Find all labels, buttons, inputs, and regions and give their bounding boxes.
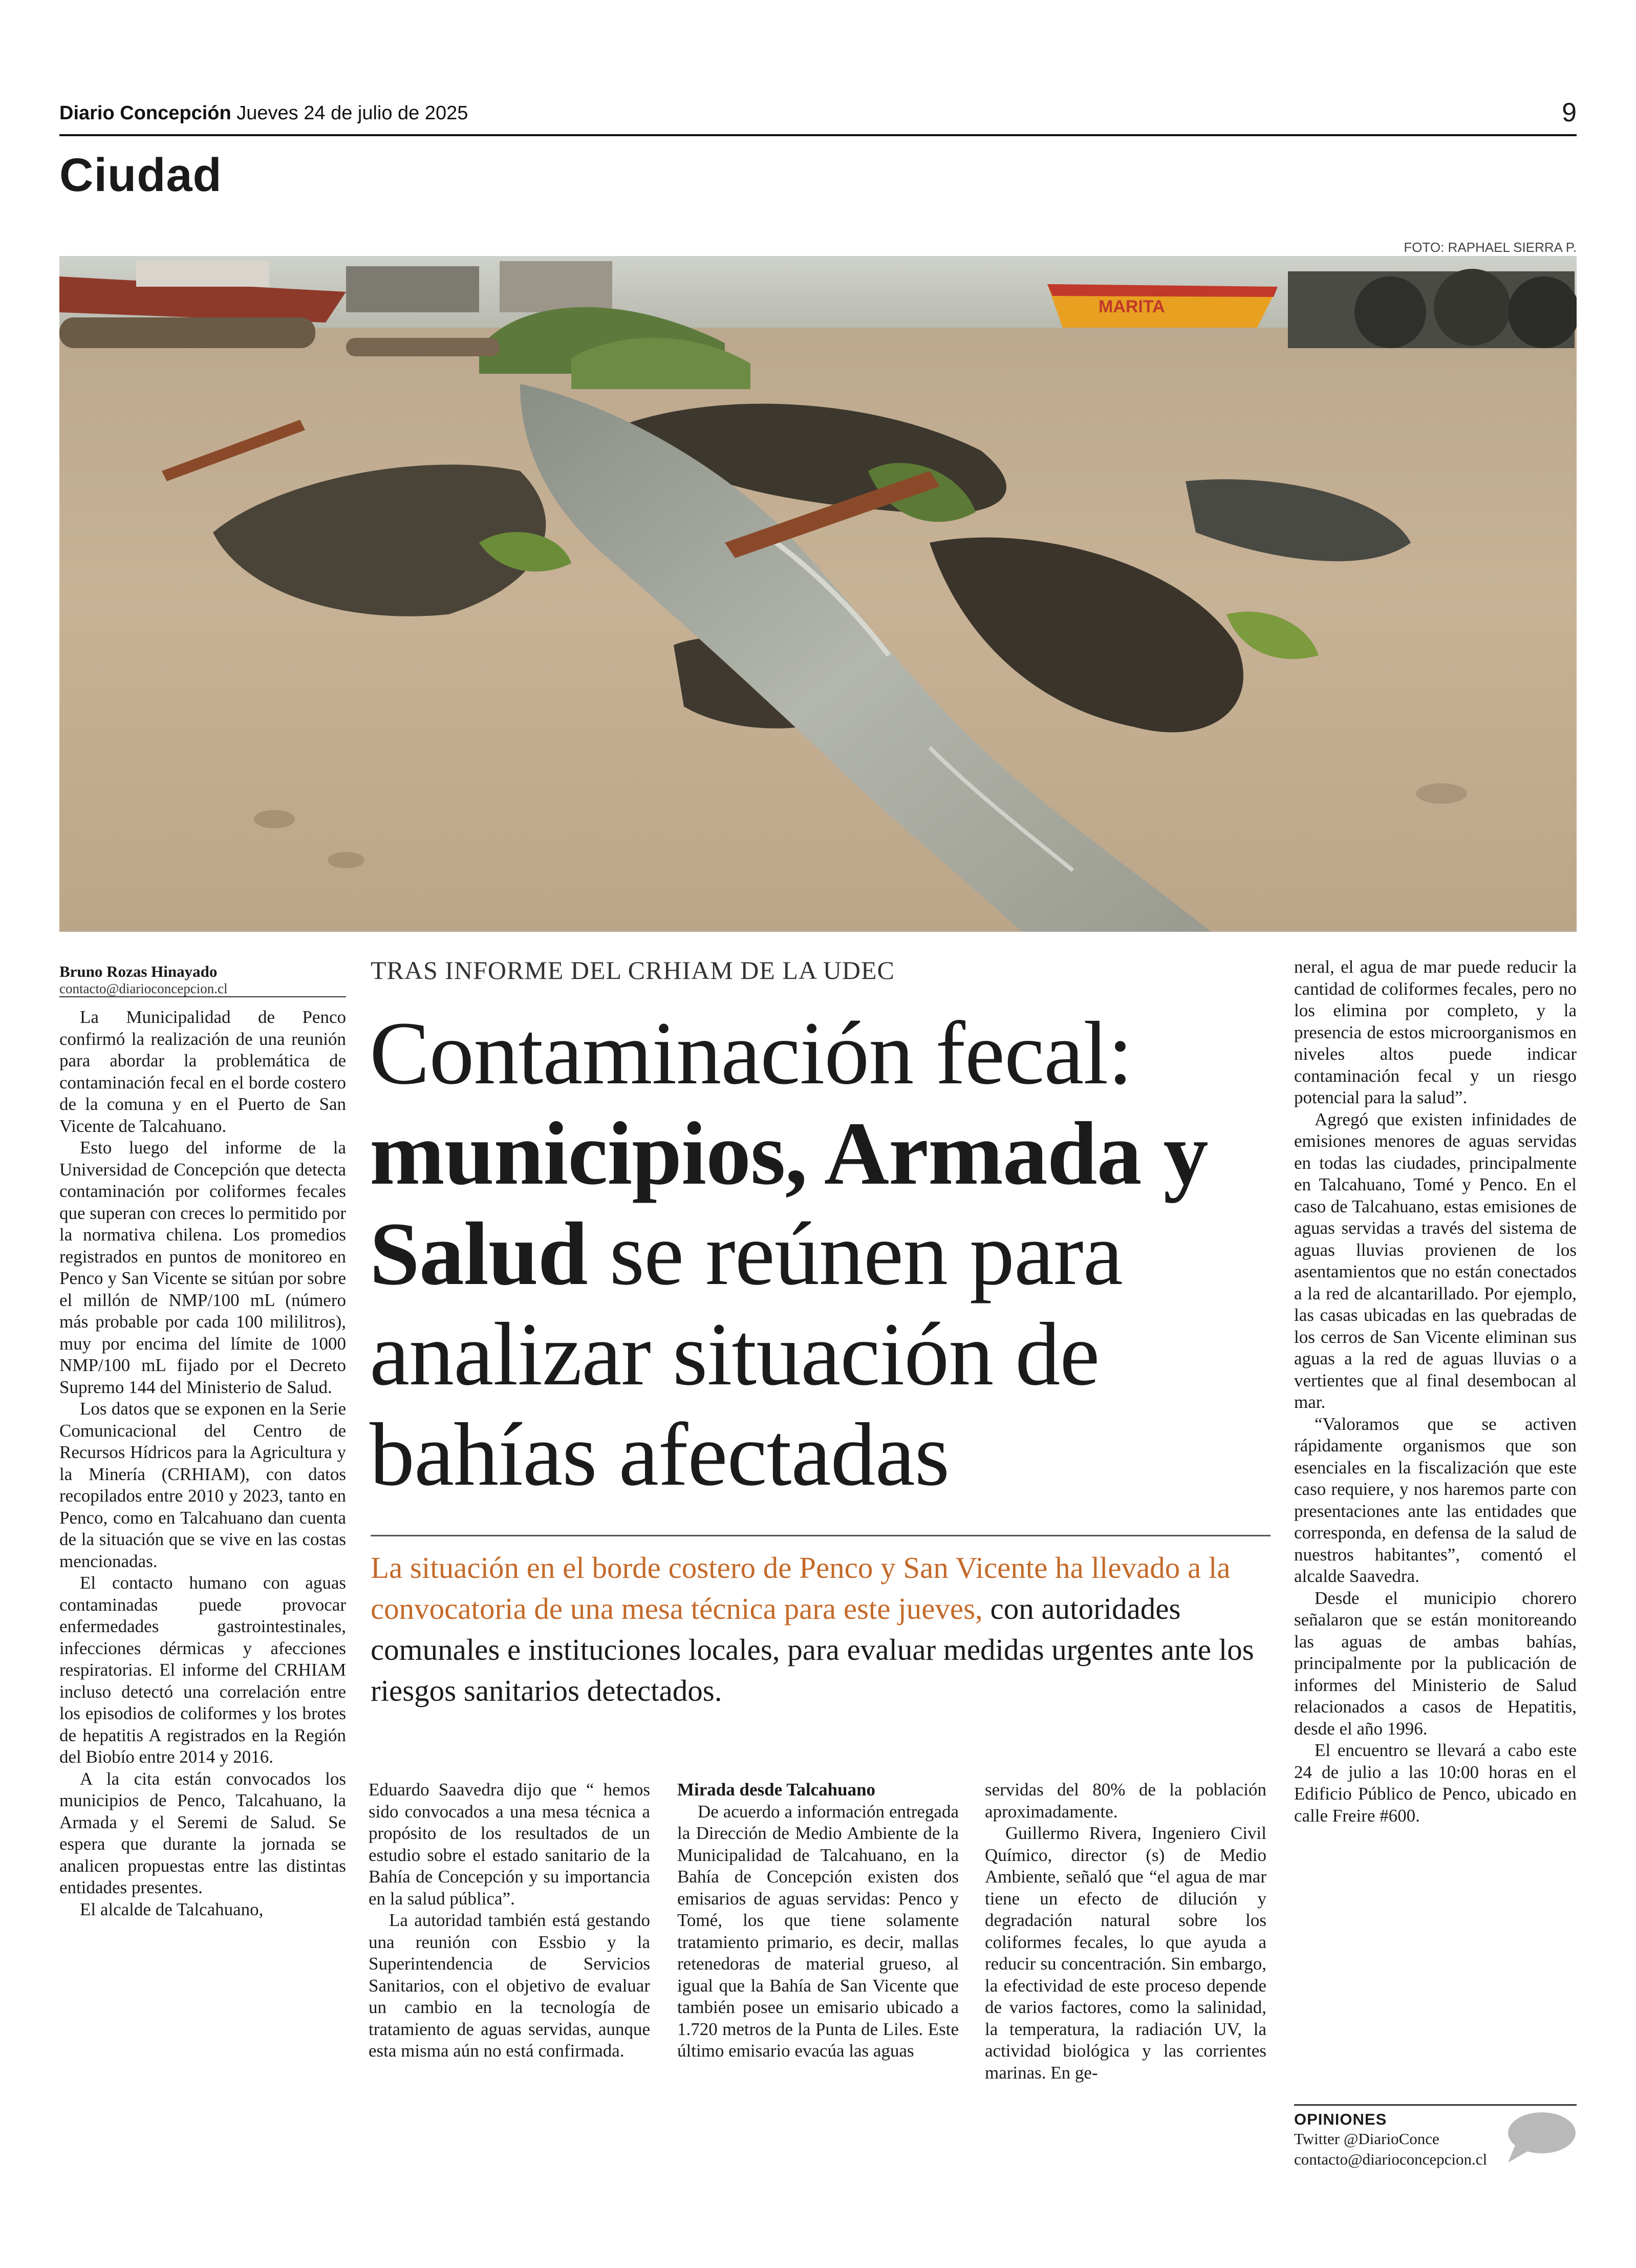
paragraph: neral, el agua de mar puede reducir la cantidad de coliformes fecales, pero no los elimina por completo, y la presencia de estos microorganismos en niveles altos puede indicar contaminación fecal y un riesgo potencial para la salud”. (1294, 957, 1577, 1107)
paragraph: El alcalde de Talcahuano, (80, 1899, 264, 1919)
article-column-1 (59, 1007, 346, 1920)
deck-rule (371, 1535, 1271, 1536)
paragraph: Desde el municipio chorero señalaron que se están monitoreando las aguas de ambas bahías, principalmente por la publicación de informes del Ministerio de Salud relacionados a casos de Hepatitis, desde el año 1996. (1294, 1588, 1577, 1739)
photo-credit: FOTO: RAPHAEL SIERRA P. (1404, 240, 1577, 255)
kicker: TRAS INFORME DEL CRHIAM DE LA UDEC (371, 956, 895, 985)
paragraph: El contacto humano con aguas contaminadas puede provocar enfermedades gastrointestinales, infecciones dérmicas y afecciones respiratorias. El informe del CRHIAM incluso detectó una correlación entre los episodios de coliformes y los brotes de hepatitis A registrados en la Región del Biobío entre 2014 y 2016. (59, 1573, 346, 1767)
deck-rest: con autoridades comunales e instituciones locales, para evaluar medidas urgentes ante los riesgos sanitarios detectados. (371, 1592, 1254, 1707)
paragraph: “Valoramos que se activen rápidamente organismos que son esenciales en la fiscalización que este caso requiere, y nos haremos parte con presentaciones ante las entidades que corresponda, en defensa de la salud de nuestros habitantes”, comentó el alcalde Saavedra. (1294, 1414, 1577, 1586)
deck-highlight: La situación en el borde costero de Penco y San Vicente ha llevado a la convocatoria de una mesa técnica para este jueves, (371, 1551, 1231, 1625)
lead-photo (59, 256, 1577, 932)
paragraph: servidas del 80% de la población aproximadamente. (985, 1780, 1266, 1822)
headline-part-1: Contaminación fecal: (370, 1003, 1133, 1103)
issue-date: Jueves 24 de julio de 2025 (236, 102, 468, 124)
header-rule (59, 134, 1577, 136)
article-column-6 (1294, 956, 1577, 1827)
section-title: Ciudad (59, 149, 222, 201)
article-column-5 (985, 1779, 1266, 2084)
speech-bubble-icon (1503, 2109, 1577, 2166)
paragraph: Eduardo Saavedra dijo que “ hemos sido convocados a una mesa técnica a propósito de los resultados de un estudio sobre el estado sanitario de la Bahía de Concepción y su importancia en la salud pública”. (369, 1780, 650, 1909)
opinions-email[interactable]: contacto@diarioconcepcion.cl (1294, 2150, 1488, 2168)
paragraph: El encuentro se llevará a cabo este 24 de julio a las 10:00 horas en el Edificio Público de Penco, ubicado en calle Freire #600. (1294, 1740, 1577, 1826)
author-email: contacto@diarioconcepcion.cl (59, 981, 228, 996)
opinions-twitter[interactable]: Twitter @DiarioConce (1294, 2130, 1439, 2148)
deck (371, 1547, 1271, 1711)
masthead (59, 102, 468, 124)
paragraph: A la cita están convocados los municipios de Penco, Talcahuano, la Armada y el Seremi de Salud. Se espera que durante la jornada se analicen propuestas entre las distintas entidades presentes. (59, 1768, 346, 1897)
headline (370, 1003, 1271, 1505)
opinions-rule (1294, 2104, 1577, 2106)
article-column-4 (677, 1779, 959, 2062)
byline-rule (59, 996, 346, 997)
headline-part-2: municipios, Armada y Salud (370, 1104, 1208, 1304)
paragraph: Los datos que se exponen en la Serie Comunicacional del Centro de Recursos Hídricos para la Agricultura y la Minería (CRHIAM), con datos recopilados entre 2010 y 2023, tanto en Penco, como en Talcahuano dan cuenta de la situación que se vive en las costas mencionadas. (59, 1399, 346, 1571)
paragraph: La Municipalidad de Penco confirmó la realización de una reunión para abordar la problemática de contaminación fecal en el borde costero de la comuna y en el Puerto de San Vicente de Talcahuano. (59, 1007, 346, 1136)
author-name: Bruno Rozas Hinayado (59, 962, 218, 980)
page-number: 9 (1562, 98, 1577, 127)
paragraph: Agregó que existen infinidades de emisiones menores de aguas servidas en todas las ciudades, principalmente en Talcahuano, Tomé y Penco. En el caso de Talcahuano, estas emisiones de aguas servidas a través del sistema de aguas lluvias provienen de los asentamientos que no están conectados a la red de alcantarillado. Por ejemplo, las casas ubicadas en las quebradas de los cerros de San Vicente eliminan sus aguas a la red de aguas lluvias o a vertientes que al final desembocan al mar. (1294, 1109, 1577, 1412)
paragraph: Esto luego del informe de la Universidad de Concepción que detecta contaminación por coliformes fecales que superan con creces lo permitido por la normativa chilena. Los promedios registrados en puntos de monitoreo en Penco y San Vicente se sitúan por sobre el millón de NMP/100 mL (número más probable por cada 100 mililitros), muy por encima del límite de 1000 NMP/100 mL fijado por el Decreto Supremo 144 del Ministerio de Salud. (59, 1138, 346, 1397)
article-column-3 (369, 1779, 650, 2062)
byline (59, 962, 346, 997)
paragraph: La autoridad también está gestando una reunión con Essbio y la Superintendencia de Servicios Sanitarios, con el objetivo de evaluar un cambio en la tecnología de tratamiento de aguas servidas, aunque esta misma aún no está confirmada. (369, 1910, 650, 2061)
boat-name-text: MARITA (1099, 297, 1165, 316)
subheading: Mirada desde Talcahuano (677, 1780, 876, 1800)
opinions-title: OPINIONES (1294, 2110, 1387, 2128)
paragraph: Guillermo Rivera, Ingeniero Civil Químico, director (s) de Medio Ambiente, señaló que “el agua de mar tiene un efecto de dilución y degradación natural sobre los coliformes fecales, lo que ayuda a reducir su concentración. Sin embargo, la efectividad de este proceso depende de varios factores, como la salinidad, la temperatura, la radiación UV, la actividad biológica y las corrientes marinas. En ge- (985, 1823, 1266, 2083)
paragraph: De acuerdo a información entregada la Dirección de Medio Ambiente de la Municipalidad de Talcahuano, en la Bahía de Concepción existen dos emisarios de aguas servidas: Penco y Tomé, los que tiene solamente tratamiento primario, es decir, mallas retenedoras de material grueso, al igual que la Bahía de San Vicente que también posee un emisario ubicado a 1.720 metros de la Punta de Liles. Este último emisario evacúa las aguas (677, 1801, 959, 2061)
beach-sewage-photo (59, 256, 1577, 932)
publication-name: Diario Concepción (59, 102, 231, 124)
headline-part-3: se reúnen para analizar situación de bahías afectadas (370, 1204, 1123, 1505)
